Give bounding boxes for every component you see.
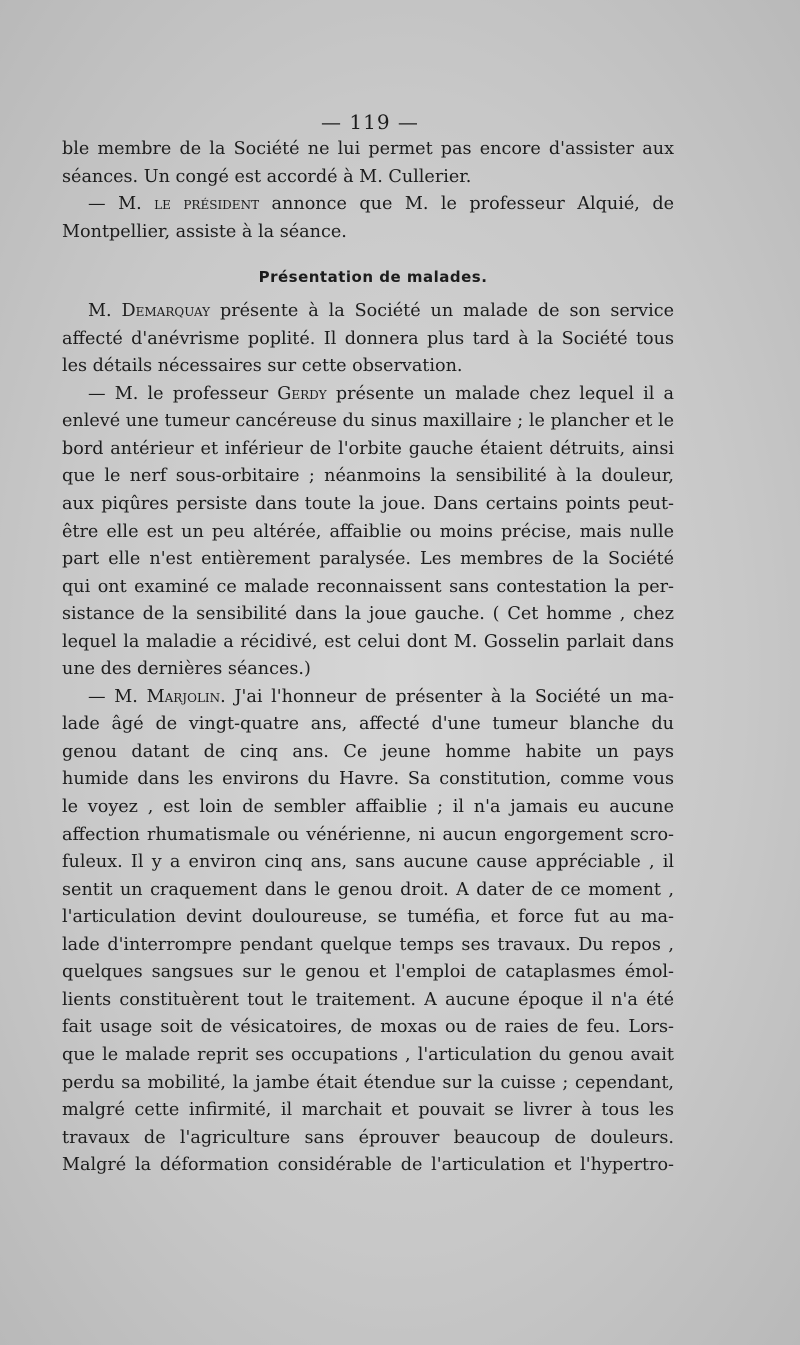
text-line: ble membre de la Société ne lui permet pas encore d'assister aux <box>62 139 674 159</box>
text-line: travaux de l'agriculture sans éprouver beaucoup de douleurs. <box>62 1127 674 1148</box>
line-text: . J'ai l'honneur de présenter à la Société un ma- <box>220 686 675 707</box>
dash-prefix: — M. <box>88 194 155 215</box>
text-line: lade d'interrompre pendant quelque temps ses travaux. Du repos , <box>62 934 674 955</box>
text-line: le voyez , est loin de sembler affaiblie ; il n'a jamais eu aucune <box>62 797 674 818</box>
text-line: affection rhumatismale ou vénérienne, ni aucun engorgement scro- <box>62 824 674 845</box>
text-line: Malgré la déformation considérable de l'articulation et l'hypertro- <box>62 1155 674 1176</box>
page-number: — 119 — <box>321 110 419 134</box>
line-text: présente à la Société un malade de son service <box>210 301 675 322</box>
text-line: quelques sangsues sur le genou et l'emploi de cataplasmes émol- <box>62 962 674 983</box>
text-line: sentit un craquement dans le genou droit. A dater de ce moment , <box>62 879 674 900</box>
line-prefix: — M. le professeur <box>88 383 278 404</box>
text-line: fait usage soit de vésicatoires, de moxas ou de raies de feu. Lors- <box>62 1017 674 1038</box>
text-line <box>62 191 674 219</box>
text-line: affecté d'anévrisme poplité. Il donnera plus tard à la Société tous <box>62 328 674 349</box>
text-line: genou datant de cinq ans. Ce jeune homme habite un pays <box>62 741 674 762</box>
text-line: que le malade reprit ses occupations , l'articulation du genou avait <box>62 1044 674 1065</box>
text-line: lade âgé de vingt-quatre ans, affecté d'une tumeur blanche du <box>62 714 674 735</box>
text-line: perdu sa mobilité, la jambe était étendue sur la cuisse ; cependant, <box>62 1072 674 1093</box>
text-line: séances. Un congé est accordé à M. Cullerier. <box>62 166 472 187</box>
text-line: les détails nécessaires sur cette observation. <box>62 356 463 377</box>
speaker-name: Demarquay <box>121 301 211 322</box>
line-text: annonce que M. le professeur Alquié, de <box>259 194 674 215</box>
text-line <box>62 298 674 326</box>
speaker-title: le président <box>154 194 260 215</box>
text-line: humide dans les environs du Havre. Sa constitution, comme vous <box>62 769 674 790</box>
text-line: part elle n'est entièrement paralysée. Les membres de la Société <box>62 549 674 570</box>
speaker-name: Gerdy <box>277 383 327 404</box>
text-line: enlevé une tumeur cancéreuse du sinus maxillaire ; le plancher et le <box>62 411 674 432</box>
text-line: fuleux. Il y a environ cinq ans, sans aucune cause appréciable , il <box>62 852 674 873</box>
text-line <box>62 684 674 712</box>
text-line: lequel la maladie a récidivé, est celui dont M. Gosselin parlait dans <box>62 631 674 652</box>
text-line: qui ont examiné ce malade reconnaissent sans contestation la per- <box>62 576 674 597</box>
page-body <box>62 136 674 1180</box>
text-line: une des dernières séances.) <box>62 659 311 680</box>
line-prefix: M. <box>88 301 122 322</box>
text-line: être elle est un peu altérée, affaiblie ou moins précise, mais nulle <box>62 521 674 542</box>
text-line: l'articulation devint douloureuse, se tuméfia, et force fut au ma- <box>62 907 674 928</box>
text-line: sistance de la sensibilité dans la joue gauche. ( Cet homme , chez <box>62 604 674 625</box>
speaker-name: Marjolin <box>146 686 221 707</box>
section-heading: Présentation de malades. <box>258 268 488 287</box>
text-line <box>62 381 674 409</box>
text-line: Montpellier, assiste à la séance. <box>62 221 347 242</box>
text-line: aux piqûres persiste dans toute la joue. Dans certains points peut- <box>62 494 674 515</box>
text-line: que le nerf sous-orbitaire ; néanmoins la sensibilité à la douleur, <box>62 466 674 487</box>
line-text: présente un malade chez lequel il a <box>326 383 674 404</box>
text-line: malgré cette infirmité, il marchait et pouvait se livrer à tous les <box>62 1100 674 1121</box>
line-prefix: — M. <box>88 686 147 707</box>
text-line: bord antérieur et inférieur de l'orbite gauche étaient détruits, ainsi <box>62 438 674 459</box>
text-line: lients constituèrent tout le traitement. A aucune époque il n'a été <box>62 989 674 1010</box>
